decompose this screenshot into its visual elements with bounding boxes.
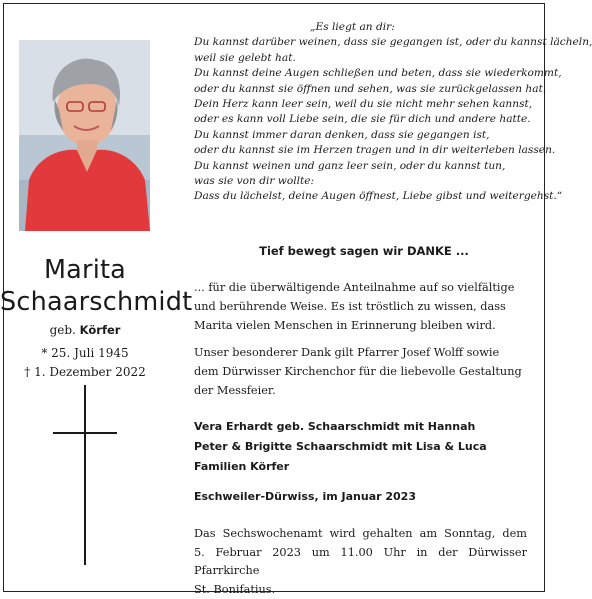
announcement-line: St. Bonifatius.: [194, 581, 527, 599]
poem-line: oder du kannst sie im Herzen tragen und in dir weiterleben lassen.: [194, 143, 534, 158]
paragraph-line: der Messfeier.: [194, 381, 534, 400]
family-signatures: [194, 417, 534, 477]
poem-line: was sie von dir wollte:: [194, 174, 534, 189]
thanks-heading: Tief bewegt sagen wir DANKE ...: [194, 244, 534, 258]
poem-line: Dass du lächelst, deine Augen öffnest, Liebe gibst und weitergehst.“: [194, 189, 534, 204]
cross-icon-bar: [53, 432, 117, 434]
deceased-last-name: Schaarschmidt: [0, 287, 172, 317]
poem-line: Du kannst deine Augen schließen und beten, dass sie wiederkommt,: [194, 66, 534, 81]
family-line: Peter & Brigitte Schaarschmidt mit Lisa & Luca: [194, 437, 534, 457]
maiden-name: Körfer: [80, 323, 121, 337]
deceased-first-name: Marita: [0, 255, 170, 285]
cross-icon: [84, 385, 86, 565]
poem-line: Du kannst immer daran denken, dass sie gegangen ist,: [194, 128, 534, 143]
poem-line: Du kannst weinen und ganz leer sein, oder du kannst tun,: [194, 159, 534, 174]
death-date: † 1. Dezember 2022: [0, 365, 170, 379]
announcement-line: 5. Februar 2023 um 11.00 Uhr in der Dürwisser Pfarrkirche: [194, 544, 527, 581]
poem: [194, 20, 534, 205]
portrait-photo: [19, 40, 150, 231]
birth-date: * 25. Juli 1945: [0, 346, 170, 360]
place-date: Eschweiler-Dürwiss, im Januar 2023: [194, 490, 534, 503]
geb-prefix: geb.: [50, 323, 76, 337]
maiden-name-line: [0, 323, 170, 337]
family-line: Vera Erhardt geb. Schaarschmidt mit Hannah: [194, 417, 534, 437]
paragraph-line: Marita vielen Menschen in Erinnerung bleiben wird.: [194, 316, 534, 335]
paragraph-line: dem Dürwisser Kirchenchor für die liebevolle Gestaltung: [194, 362, 534, 381]
thanks-paragraph: [194, 278, 534, 335]
mass-announcement: [194, 525, 527, 599]
announcement-line: Das Sechswochenamt wird gehalten am Sonntag, dem: [194, 525, 527, 544]
paragraph-line: ... für die überwältigende Anteilnahme auf so vielfältige: [194, 278, 534, 297]
poem-line: oder du kannst sie öffnen und sehen, was sie zurückgelassen hat.: [194, 82, 534, 97]
poem-line: oder es kann voll Liebe sein, die sie für dich und andere hatte.: [194, 112, 534, 127]
paragraph-line: Unser besonderer Dank gilt Pfarrer Josef Wolff sowie: [194, 343, 534, 362]
family-line: Familien Körfer: [194, 457, 534, 477]
poem-line: „Es liegt an dir:: [194, 20, 534, 35]
poem-line: Du kannst darüber weinen, dass sie gegangen ist, oder du kannst lächeln,: [194, 35, 534, 50]
special-thanks-paragraph: [194, 343, 534, 400]
paragraph-line: und berührende Weise. Es ist tröstlich zu wissen, dass: [194, 297, 534, 316]
poem-line: weil sie gelebt hat.: [194, 51, 534, 66]
poem-line: Dein Herz kann leer sein, weil du sie nicht mehr sehen kannst,: [194, 97, 534, 112]
